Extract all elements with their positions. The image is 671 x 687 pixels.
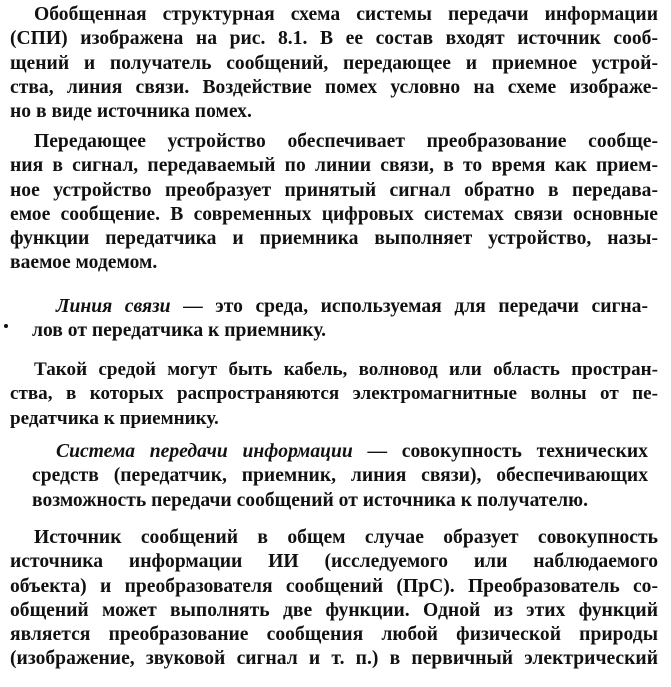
text-line: функции передатчика и приемника выполняет устройство, назы- [10,228,658,250]
definition-text: — это среда, используемая для передачи сигна- [170,296,648,317]
definition-term: Система передачи информации [56,441,353,462]
paragraph-spi-intro [10,3,658,124]
text-line: ваемое модемом. [10,252,158,274]
text-line: ное устройство преобразует принятый сигнал обратно в передава- [10,179,658,201]
text-line: ства, в которых распространяются электромагнитные волны от пе- [10,383,658,405]
definition-term: Линия связи [56,296,171,317]
text-line: источника информации ИИ (исследуемого или наблюдаемого [10,551,658,573]
definition-line [56,295,648,319]
paragraph-transmitter [10,130,658,276]
text-line: Такой средой могут быть кабель, волновод или область простран- [34,359,658,380]
definition-text: — совокупность технических [352,441,648,462]
stray-dot [4,324,8,328]
text-line: лов от передатчика к приемнику. [32,320,327,342]
paragraph-medium [10,358,658,431]
text-line: возможность передачи сообщений от источника к получателю. [32,489,589,511]
text-line: средств (передатчик, приемник, линия связи), обеспечивающих [32,465,648,487]
text-line: (изображение, звуковой сигнал и т. п.) в первичный электрический [10,648,658,670]
text-line: является преобразование сообщения любой физической природы [10,624,658,646]
text-line: Обобщенная структурная схема системы передачи информации [34,4,658,25]
definition-transmission-system [32,440,648,513]
paragraph-message-source [10,526,658,672]
text-line: объекта) и преобразователя сообщений (ПрС). Преобразователь со- [10,575,658,597]
text-line: ства, линия связи. Воздействие помех условно на схеме изображе- [10,76,658,98]
text-line: ния в сигнал, передаваемый по линии связи, в то время как прием- [10,155,658,177]
text-line: емое сообщение. В современных цифровых системах связи основные [10,203,658,225]
text-line: Источник сообщений в общем случае образует совокупность [34,527,658,548]
text-line: (СПИ) изображена на рис. 8.1. В ее состав входят источник сооб- [10,28,658,50]
text-line: редатчика к приемнику. [10,407,219,429]
text-line: щений и получатель сообщений, передающее и приемное устрой- [10,52,658,74]
text-line: но в виде источника помех. [10,101,252,123]
text-line: Передающее устройство обеспечивает преобразование сообще- [34,131,658,152]
text-line: общений может выполнять две функции. Одной из этих функций [10,599,658,621]
definition-line-of-communication [32,295,648,344]
definition-line [56,440,648,464]
